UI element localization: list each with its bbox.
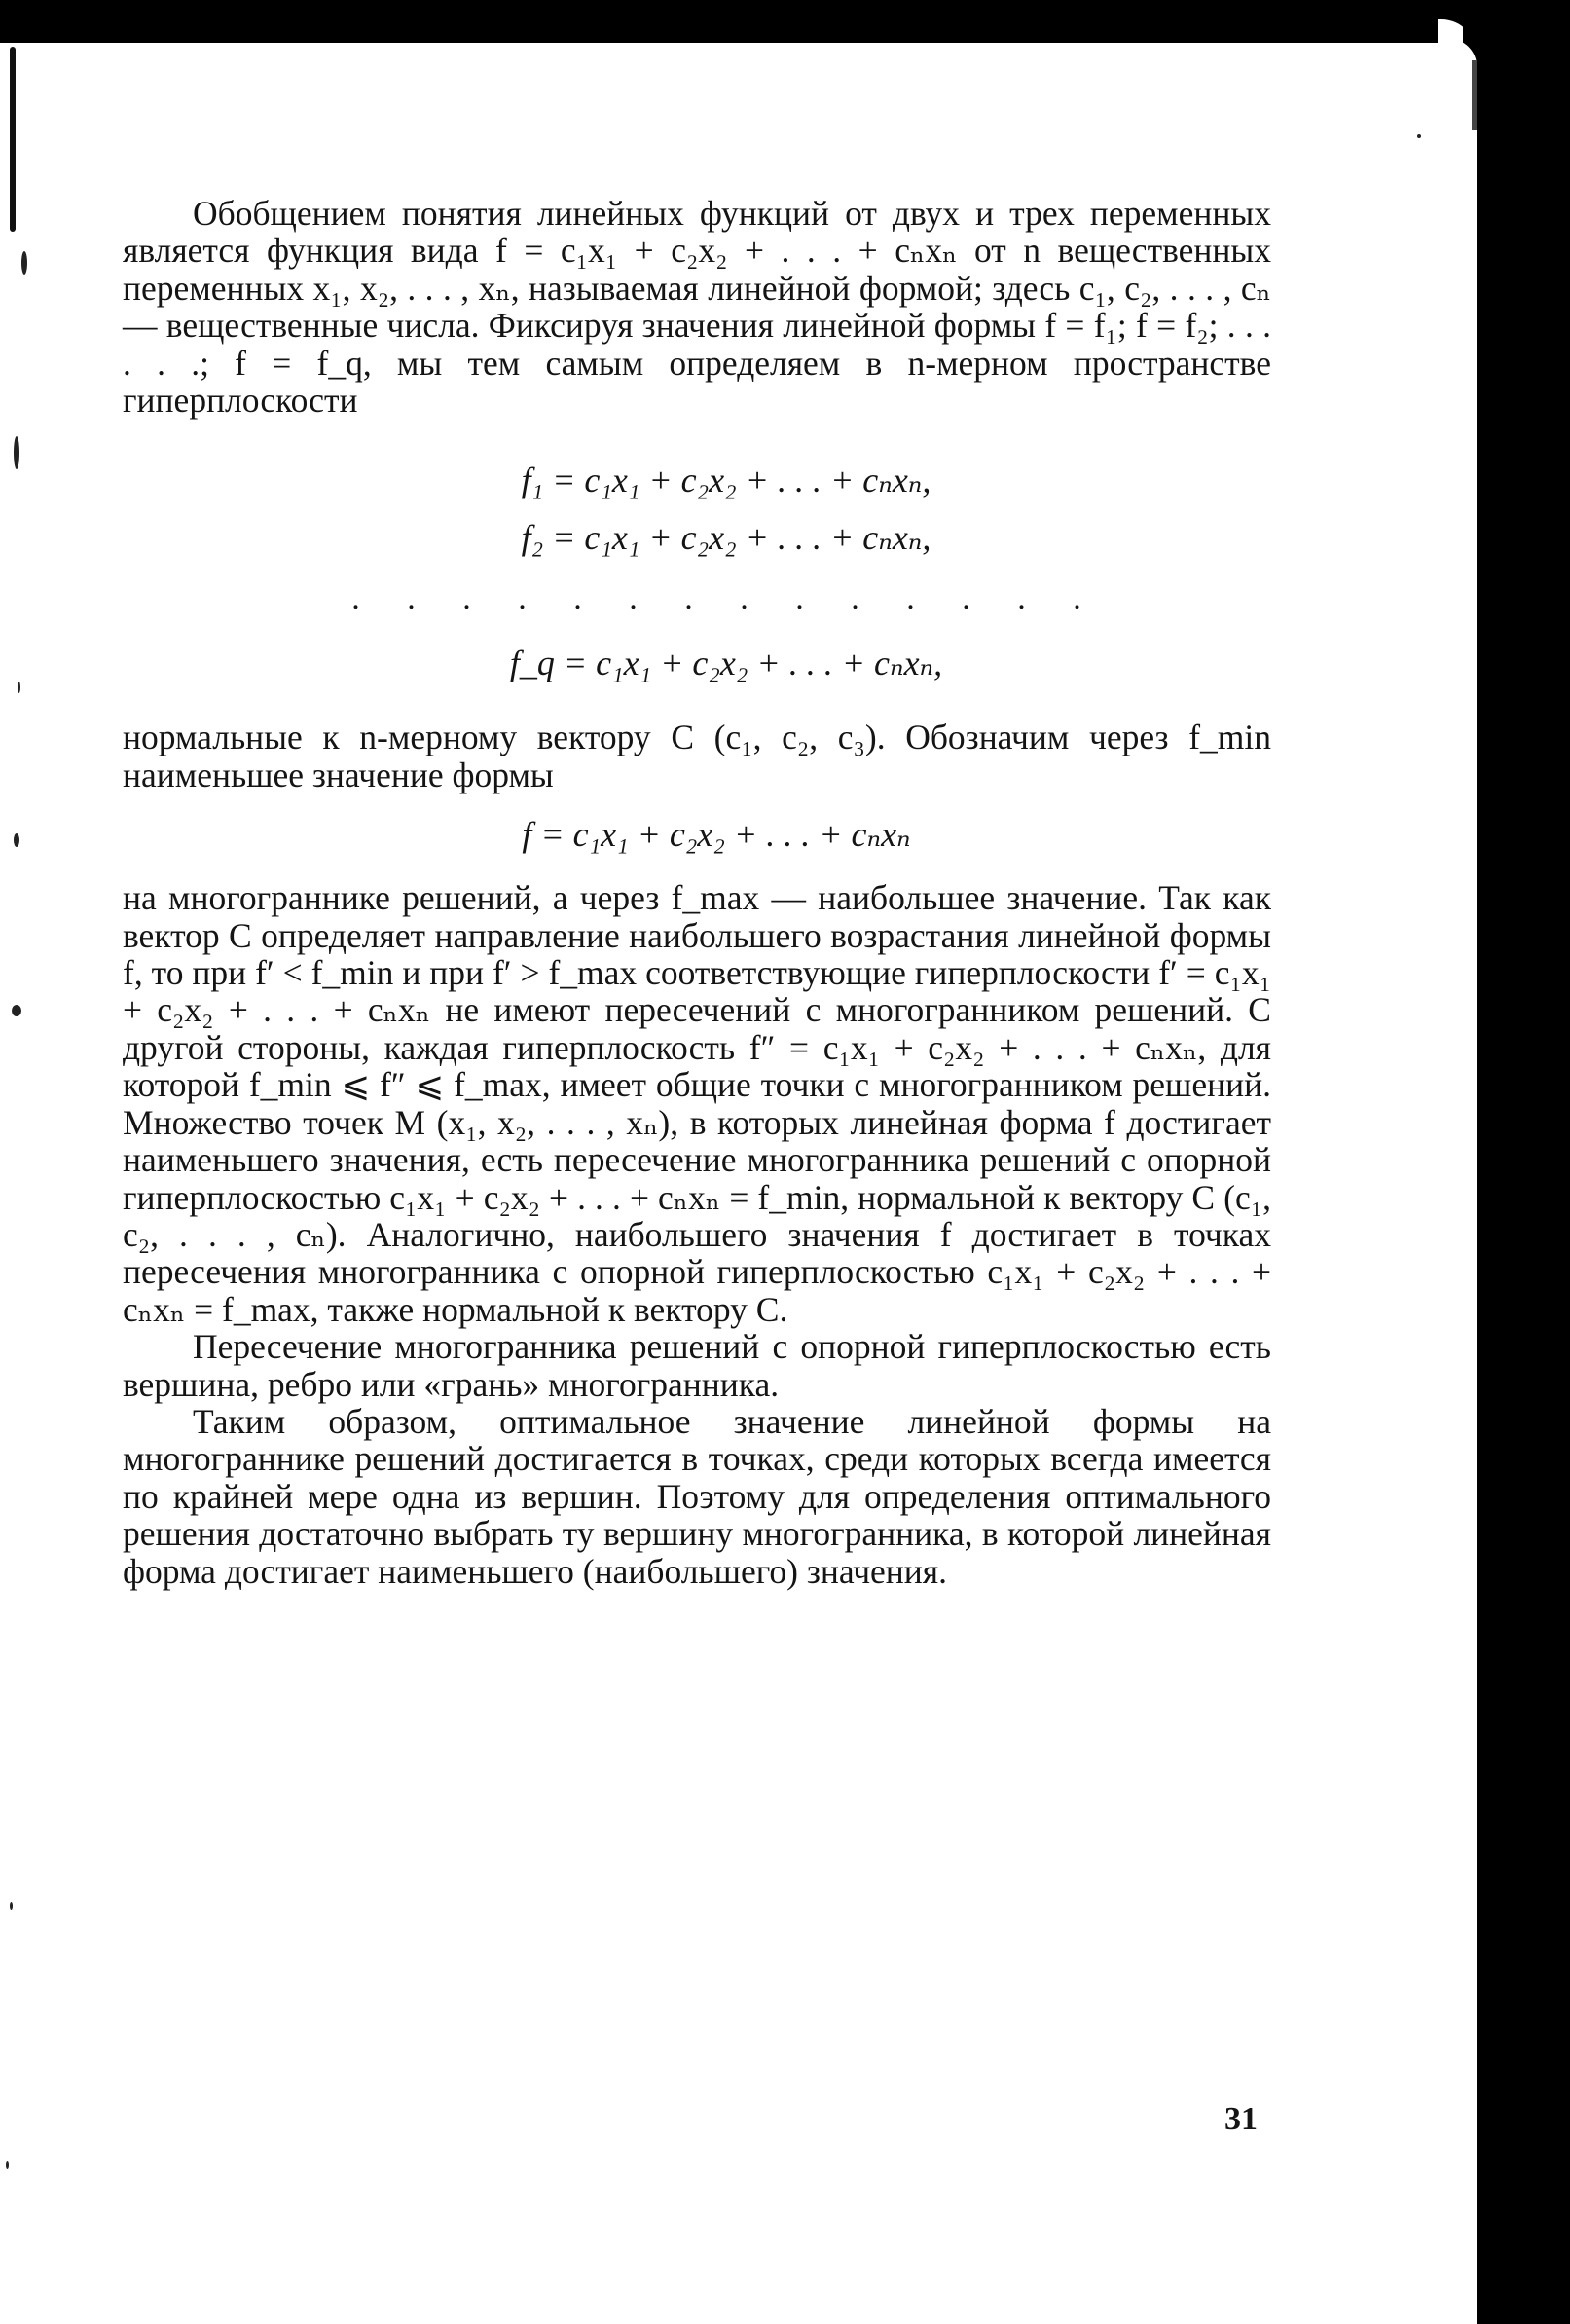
formula-fq: f_q = c₁x₁ + c₂x₂ + . . . + cₙxₙ, <box>509 644 943 683</box>
formula-dots-row: . . . . . . . . . . . . . . <box>351 580 1101 617</box>
scan-border-top <box>0 0 1570 43</box>
gutter-mark <box>10 47 16 232</box>
gutter-speck <box>12 1005 21 1016</box>
edge-mark <box>1472 60 1477 130</box>
formula-linear-form: f = c₁x₁ + c₂x₂ + . . . + cₙxₙ <box>522 815 911 855</box>
gutter-speck <box>6 2161 9 2169</box>
paragraph-normal-vector: нормальные к n-мерному вектору C (c₁, c₂, c₃). Обозначим через f_min наименьшее значение формы <box>123 718 1271 794</box>
formula-f2: f₂ = c₁x₁ + c₂x₂ + . . . + cₙxₙ, <box>521 518 931 558</box>
gutter-speck <box>14 436 19 469</box>
paragraph-support-hyperplanes: на многограннике решений, а через f_max — наибольшее значение. Так как вектор C определяет направление наибольшего возрастания линейной формы f, то при f′ < f_min и при f′ > f_max соответствующие гиперплоскости f′ = c₁x₁ + c₂x₂ + . . . + cₙxₙ не имеют пересечений с многогранником решений. С другой стороны, каждая гиперплоскость f″ = c₁x₁ + c₂x₂ + . . . + cₙxₙ, для которой f_min ⩽ f″ ⩽ f_max, имеет общие точки с многогранником решений. Множество точек M (x₁, x₂, . . . , xₙ), в которых линейная форма f достигает наименьшего значения, есть пересечение многогранника решений с опорной гиперплоскостью c₁x₁ + c₂x₂ + . . . + cₙxₙ = f_min, нормальной к вектору C (c₁, c₂, . . . , cₙ). Аналогично, наибольшего значения f достигает в точках пересечения многогранника с опорной гиперплоскостью c₁x₁ + c₂x₂ + . . . + cₙxₙ = f_max, также нормальной к вектору C. <box>123 878 1271 1329</box>
formula-f1: f₁ = c₁x₁ + c₂x₂ + . . . + cₙxₙ, <box>521 461 931 500</box>
page-text <box>123 195 1271 1590</box>
gutter-speck <box>14 833 19 847</box>
scan-border-right <box>1463 0 1570 2324</box>
hyperplanes-formula-block <box>181 450 1271 693</box>
edge-speck <box>1417 134 1421 138</box>
paragraph-intersection: Пересечение многогранника решений с опорной гиперплоскостью есть вершина, ребро или «грань» многогранника. <box>123 1327 1271 1404</box>
page-number: 31 <box>1224 2101 1258 2137</box>
gutter-speck <box>18 682 20 693</box>
paragraph-optimal-vertex: Таким образом, оптимальное значение линейной формы на многограннике решений достигается в точках, среди которых всегда имеется по крайней мере одна из вершин. Поэтому для определения оптимального решения достаточно выбрать ту вершину многогранника, в которой линейная форма достигает наименьшего (наибольшего) значения. <box>123 1401 1271 1591</box>
paragraph-linear-form-definition: Обобщением понятия линейных функций от двух и трех переменных является функция вида f = c₁x₁ + c₂x₂ + . . . + cₙxₙ от n вещественных переменных x₁, x₂, . . . , xₙ, называемая линейной формой; здесь c₁, c₂, . . . , cₙ — вещественные числа. Фиксируя значения линейной формы f = f₁; f = f₂; . . . . . .; f = f_q, мы тем самым определяем в n-мерном пространстве гиперплоскости <box>123 194 1271 421</box>
gutter-speck <box>21 251 27 275</box>
gutter-speck <box>10 1902 13 1910</box>
